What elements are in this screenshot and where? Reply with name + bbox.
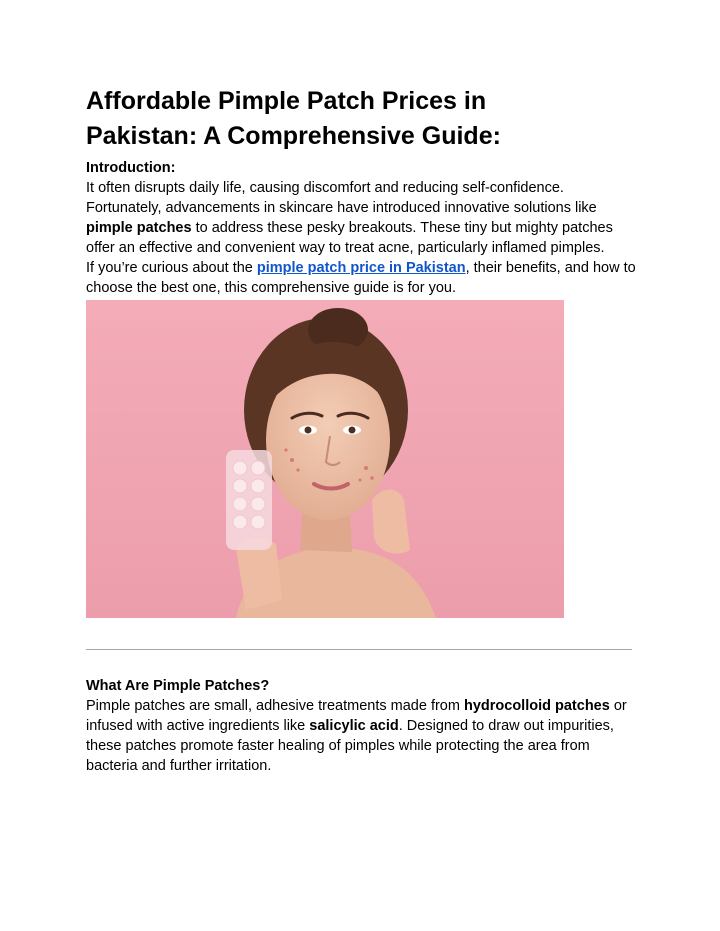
section-divider: [86, 649, 632, 650]
pimple-patches-paragraph: [86, 696, 636, 776]
p1-bold-pimple-patches: pimple patches: [86, 220, 192, 236]
title-line-2: Pakistan: A Comprehensive Guide:: [86, 122, 501, 150]
introduction-heading: Introduction:: [86, 160, 176, 176]
p2-text-2: , their benefits, and how to choose the best one, this comprehensive guide is for you.: [86, 260, 636, 296]
intro-paragraph-2: [86, 258, 636, 298]
intro-paragraph-1: [86, 178, 636, 258]
p3-text-2: or infused with active ingredients like: [86, 698, 627, 734]
pimple-patch-price-link[interactable]: pimple patch price in Pakistan: [256, 260, 466, 276]
title-line-1: Affordable Pimple Patch Prices in: [86, 87, 487, 115]
p1-text-1: It often disrupts daily life, causing discomfort and reducing self-confidence. Fortunately, advancements in skincare have introduced innovative solutions like: [86, 180, 597, 216]
p3-bold-hydrocolloid: hydrocolloid patches: [463, 698, 610, 714]
p1-text-2: to address these pesky breakouts. These tiny but mighty patches offer an effective and convenient way to treat acne, particularly inflamed pimples.: [86, 220, 613, 256]
document-page: [86, 84, 636, 776]
p3-text-3: . Designed to draw out impurities, these patches promote faster healing of pimples while protecting the area from bacteria and further irritation.: [86, 718, 614, 774]
p3-text-1: Pimple patches are small, adhesive treatments made from: [86, 698, 464, 714]
woman-with-pimple-patches-photo: [86, 300, 564, 618]
p2-text-1: If you’re curious about the: [86, 260, 257, 276]
p3-bold-salicylic-acid: salicylic acid: [309, 718, 399, 734]
what-are-pimple-patches-heading: What Are Pimple Patches?: [86, 678, 270, 694]
article-title: [86, 84, 636, 154]
